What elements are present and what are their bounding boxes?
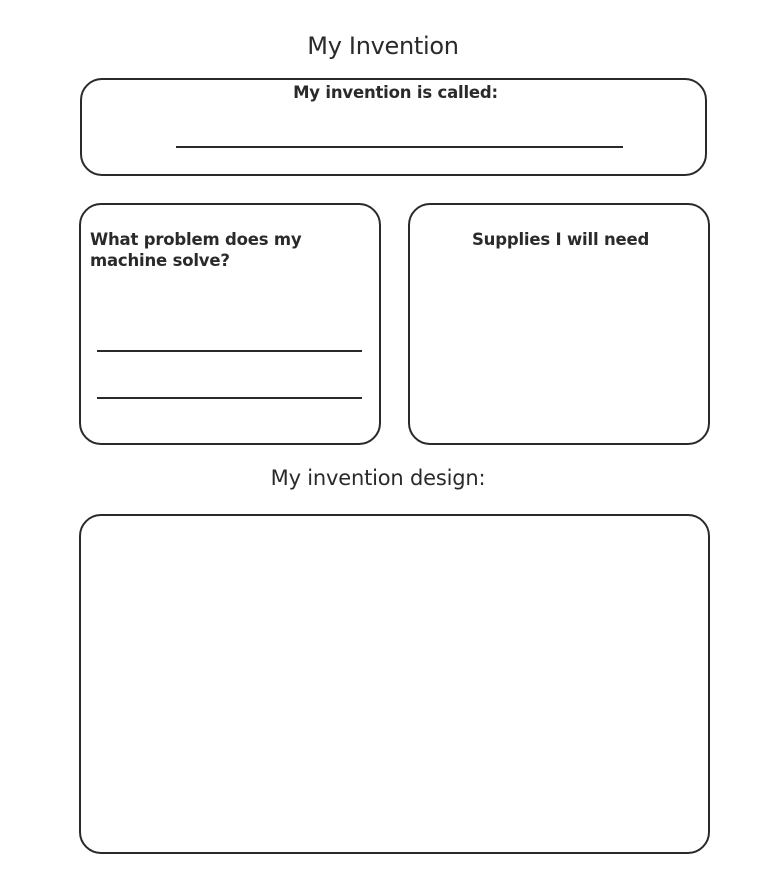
- page-title: My Invention: [307, 32, 459, 60]
- invention-name-box: [80, 78, 707, 176]
- problem-write-line-2[interactable]: [97, 397, 362, 399]
- supplies-box[interactable]: [408, 203, 710, 445]
- problem-label: What problem does my machine solve?: [90, 230, 302, 270]
- supplies-label: Supplies I will need: [472, 230, 650, 249]
- problem-box: [79, 203, 381, 445]
- invention-name-label: My invention is called:: [293, 83, 498, 102]
- invention-name-write-line[interactable]: [176, 146, 623, 148]
- problem-write-line-1[interactable]: [97, 350, 362, 352]
- design-drawing-box[interactable]: [79, 514, 710, 854]
- design-heading: My invention design:: [270, 466, 486, 490]
